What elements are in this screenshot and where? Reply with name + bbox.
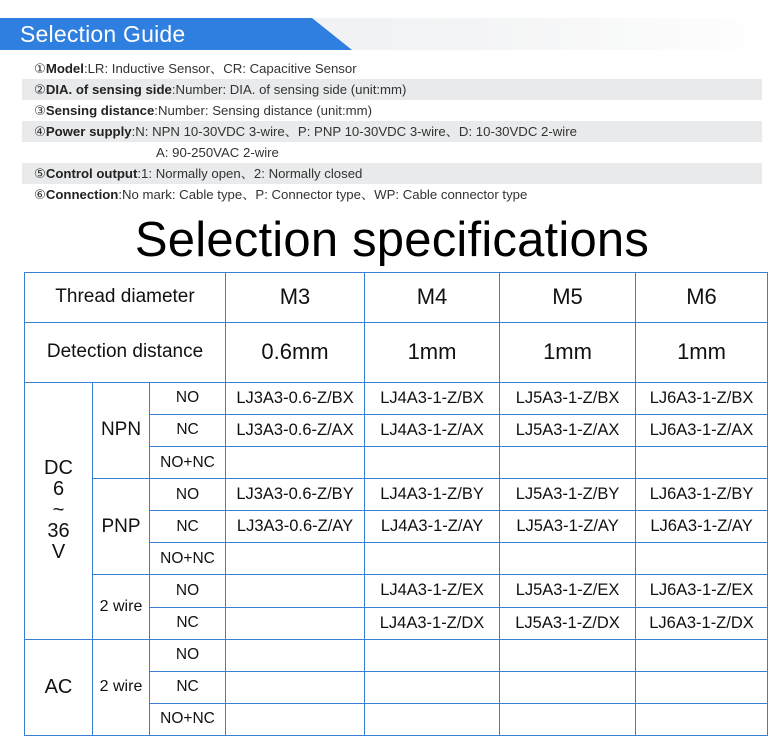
thread-m3: M3 xyxy=(226,273,365,323)
model-cell: LJ6A3-1-Z/AY xyxy=(636,511,768,543)
table-row xyxy=(25,479,768,511)
guide-title: Selection Guide xyxy=(20,21,186,47)
table-row xyxy=(25,382,768,414)
model-cell: LJ5A3-1-Z/AX xyxy=(500,414,636,446)
mode-cell: NC xyxy=(150,414,226,446)
model-cell xyxy=(500,671,636,703)
mode-cell: NO xyxy=(150,575,226,607)
model-cell: LJ5A3-1-Z/BX xyxy=(500,382,636,414)
mode-cell: NC xyxy=(150,671,226,703)
group-pnp: PNP xyxy=(93,479,150,575)
model-cell xyxy=(636,671,768,703)
thread-m5: M5 xyxy=(500,273,636,323)
model-cell xyxy=(365,703,500,735)
mode-cell: NC xyxy=(150,607,226,639)
mode-cell: NO xyxy=(150,639,226,671)
model-cell: LJ6A3-1-Z/BX xyxy=(636,382,768,414)
power-dc-line: DC xyxy=(44,457,73,480)
power-dc-line: ~ xyxy=(52,499,65,522)
table-row xyxy=(25,639,768,671)
model-cell xyxy=(636,543,768,575)
model-cell xyxy=(636,703,768,735)
mode-cell: NO+NC xyxy=(150,703,226,735)
model-cell xyxy=(636,639,768,671)
model-cell: LJ4A3-1-Z/AX xyxy=(365,414,500,446)
distance-label: Detection distance xyxy=(25,322,226,382)
model-cell: LJ3A3-0.6-Z/BY xyxy=(226,479,365,511)
model-cell xyxy=(226,639,365,671)
model-cell xyxy=(226,575,365,607)
model-cell: LJ4A3-1-Z/AY xyxy=(365,511,500,543)
model-cell xyxy=(365,671,500,703)
model-cell xyxy=(500,639,636,671)
distance-m3: 0.6mm xyxy=(226,322,365,382)
model-cell xyxy=(226,703,365,735)
distance-m5: 1mm xyxy=(500,322,636,382)
power-dc-line: 36 xyxy=(47,520,70,543)
model-cell xyxy=(500,543,636,575)
model-cell: LJ5A3-1-Z/EX xyxy=(500,575,636,607)
model-cell: LJ4A3-1-Z/BY xyxy=(365,479,500,511)
model-cell: LJ4A3-1-Z/BX xyxy=(365,382,500,414)
model-cell xyxy=(500,703,636,735)
distance-m6: 1mm xyxy=(636,322,768,382)
mode-cell: NO+NC xyxy=(150,543,226,575)
table-row xyxy=(25,575,768,607)
thread-label: Thread diameter xyxy=(25,273,226,323)
distance-row xyxy=(25,322,768,382)
thread-m6: M6 xyxy=(636,273,768,323)
model-cell: LJ6A3-1-Z/BY xyxy=(636,479,768,511)
model-cell: LJ6A3-1-Z/EX xyxy=(636,575,768,607)
guide-list xyxy=(22,58,762,205)
model-cell xyxy=(226,671,365,703)
mode-cell: NO xyxy=(150,479,226,511)
guide-item-dia: ②DIA. of sensing side:Number: DIA. of sensing side (unit:mm) xyxy=(22,79,762,100)
model-cell: LJ4A3-1-Z/EX xyxy=(365,575,500,607)
spec-table xyxy=(24,272,768,736)
model-cell: LJ3A3-0.6-Z/AX xyxy=(226,414,365,446)
model-cell: LJ5A3-1-Z/DX xyxy=(500,607,636,639)
thread-m4: M4 xyxy=(365,273,500,323)
model-cell: LJ3A3-0.6-Z/AY xyxy=(226,511,365,543)
model-cell xyxy=(226,543,365,575)
distance-m4: 1mm xyxy=(365,322,500,382)
group-ac-2wire: 2 wire xyxy=(93,639,150,735)
guide-item-connection: ⑥Connection:No mark: Cable type、P: Connector type、WP: Cable connector type xyxy=(34,187,528,202)
model-cell: LJ4A3-1-Z/DX xyxy=(365,607,500,639)
power-dc-line: V xyxy=(51,541,66,564)
model-cell xyxy=(365,446,500,478)
model-cell: LJ3A3-0.6-Z/BX xyxy=(226,382,365,414)
group-dc-2wire: 2 wire xyxy=(93,575,150,639)
mode-cell: NO+NC xyxy=(150,446,226,478)
model-cell: LJ6A3-1-Z/AX xyxy=(636,414,768,446)
spec-heading: Selection specifications xyxy=(134,213,650,267)
model-cell xyxy=(636,446,768,478)
model-cell xyxy=(365,543,500,575)
model-cell xyxy=(226,446,365,478)
model-cell: LJ6A3-1-Z/DX xyxy=(636,607,768,639)
power-ac: AC xyxy=(25,639,93,735)
model-cell: LJ5A3-1-Z/BY xyxy=(500,479,636,511)
power-dc-line: 6 xyxy=(52,478,65,501)
guide-item-model: ①Model:LR: Inductive Sensor、CR: Capacitive Sensor xyxy=(34,61,357,76)
guide-item-power-cont: A: 90-250VAC 2-wire xyxy=(156,145,279,160)
model-cell: LJ5A3-1-Z/AY xyxy=(500,511,636,543)
group-npn: NPN xyxy=(93,382,150,478)
mode-cell: NC xyxy=(150,511,226,543)
model-cell xyxy=(365,639,500,671)
guide-item-distance: ③Sensing distance:Number: Sensing distance (unit:mm) xyxy=(34,103,372,118)
guide-item-output: ⑤Control output:1: Normally open、2: Normally closed xyxy=(22,163,762,184)
model-cell xyxy=(500,446,636,478)
mode-cell: NO xyxy=(150,382,226,414)
thread-row xyxy=(25,273,768,323)
model-cell xyxy=(226,607,365,639)
power-dc xyxy=(25,382,93,639)
guide-item-power: ④Power supply:N: NPN 10-30VDC 3-wire、P: PNP 10-30VDC 3-wire、D: 10-30VDC 2-wire xyxy=(22,121,762,142)
